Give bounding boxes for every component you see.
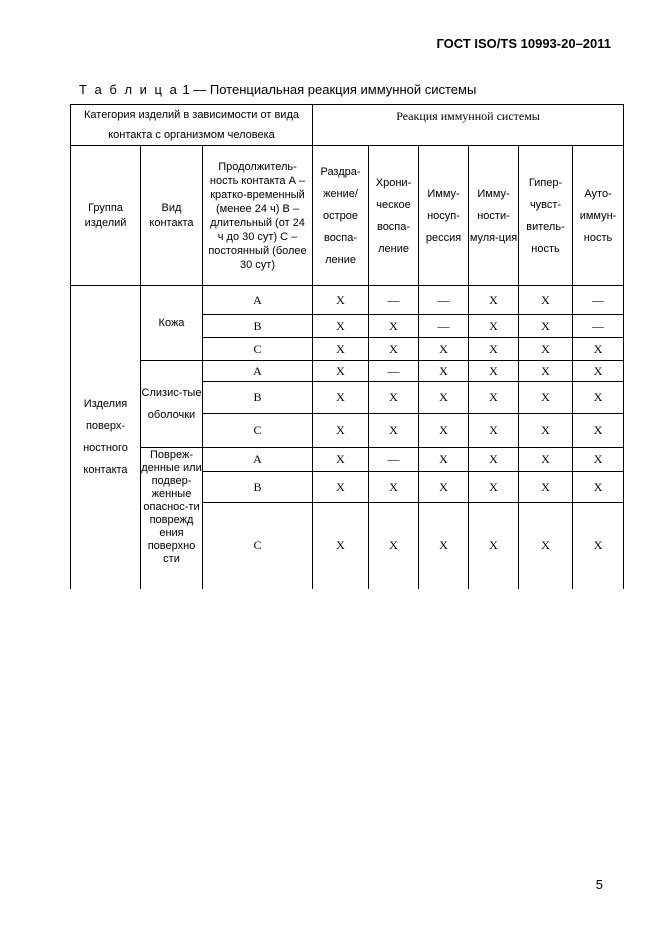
col-header-contact: Вид контакта	[141, 146, 203, 286]
duration-cell: B	[203, 315, 313, 338]
caption-title: — Потенциальная реакция иммунной системы	[189, 82, 477, 97]
value-cell: X	[519, 448, 573, 472]
col-header-irritation: Раздра-жение/ острое воспа-ление	[313, 146, 369, 286]
value-cell: X	[419, 361, 469, 382]
duration-cell: A	[203, 286, 313, 315]
col-header-immunostimulation: Имму-ности-муля-ция	[469, 146, 519, 286]
value-cell: —	[573, 315, 624, 338]
table-row	[71, 361, 624, 382]
value-cell: X	[573, 382, 624, 414]
col-header-immunosuppression: Имму-носуп-рессия	[419, 146, 469, 286]
value-cell: X	[313, 414, 369, 448]
value-cell: X	[419, 448, 469, 472]
reaction-header: Реакция иммунной системы	[313, 105, 624, 146]
contact-type-damaged-surface: Повреж-денные или подвер-женные опаснос-ти поврежд ения поверхно сти	[141, 448, 203, 589]
value-cell: X	[419, 503, 469, 589]
value-cell: X	[313, 361, 369, 382]
caption-number: 1	[182, 82, 190, 97]
duration-cell: B	[203, 382, 313, 414]
value-cell: X	[519, 414, 573, 448]
value-cell: X	[469, 286, 519, 315]
table-caption	[79, 82, 476, 97]
value-cell: X	[369, 414, 419, 448]
value-cell: X	[469, 315, 519, 338]
value-cell: X	[469, 361, 519, 382]
value-cell: X	[469, 338, 519, 361]
value-cell: X	[469, 382, 519, 414]
value-cell: —	[369, 361, 419, 382]
value-cell: —	[419, 315, 469, 338]
value-cell: X	[573, 414, 624, 448]
col-header-hypersensitivity: Гипер-чувст-витель-ность	[519, 146, 573, 286]
value-cell: X	[313, 382, 369, 414]
page-number: 5	[595, 877, 603, 892]
value-cell: X	[519, 382, 573, 414]
immune-reaction-table	[70, 104, 624, 589]
category-header: Категория изделий в зависимости от вида контакта с организмом человека	[71, 105, 313, 146]
group-name-cell: Изделия поверх-ностного контакта	[71, 286, 141, 589]
value-cell: X	[313, 503, 369, 589]
value-cell: X	[573, 503, 624, 589]
duration-cell: B	[203, 472, 313, 503]
value-cell: X	[313, 338, 369, 361]
value-cell: X	[419, 338, 469, 361]
value-cell: —	[419, 286, 469, 315]
value-cell: X	[469, 503, 519, 589]
value-cell: X	[573, 448, 624, 472]
value-cell: —	[573, 286, 624, 315]
value-cell: —	[369, 286, 419, 315]
value-cell: X	[369, 315, 419, 338]
duration-cell: C	[203, 503, 313, 589]
duration-cell: C	[203, 414, 313, 448]
value-cell: X	[313, 315, 369, 338]
col-header-autoimmunity: Ауто-иммун-ность	[573, 146, 624, 286]
value-cell: X	[519, 361, 573, 382]
value-cell: X	[519, 286, 573, 315]
col-header-chronic-inflammation: Хрони-ческое воспа-ление	[369, 146, 419, 286]
value-cell: X	[419, 472, 469, 503]
value-cell: X	[313, 286, 369, 315]
value-cell: X	[573, 472, 624, 503]
value-cell: X	[469, 414, 519, 448]
value-cell: X	[469, 472, 519, 503]
document-code: ГОСТ ISO/TS 10993-20–2011	[436, 36, 611, 51]
table-row	[71, 286, 624, 315]
value-cell: X	[519, 315, 573, 338]
table-row	[71, 448, 624, 472]
duration-cell: A	[203, 448, 313, 472]
col-header-duration: Продолжитель-ность контакта А – кратко-временный (менее 24 ч) В – длительный (от 24 ч до 30 сут) С – постоянный (более 30 сут)	[203, 146, 313, 286]
value-cell: X	[469, 448, 519, 472]
value-cell: X	[313, 448, 369, 472]
duration-cell: C	[203, 338, 313, 361]
value-cell: X	[419, 414, 469, 448]
col-header-group: Группа изделий	[71, 146, 141, 286]
value-cell: X	[573, 338, 624, 361]
value-cell: X	[369, 503, 419, 589]
duration-cell: A	[203, 361, 313, 382]
value-cell: —	[369, 448, 419, 472]
contact-type-skin: Кожа	[141, 286, 203, 361]
value-cell: X	[519, 338, 573, 361]
value-cell: X	[519, 472, 573, 503]
value-cell: X	[369, 338, 419, 361]
contact-type-mucosa: Слизис-тые оболочки	[141, 361, 203, 448]
value-cell: X	[369, 472, 419, 503]
value-cell: X	[313, 472, 369, 503]
value-cell: X	[369, 382, 419, 414]
value-cell: X	[519, 503, 573, 589]
value-cell: X	[573, 361, 624, 382]
caption-label: Т а б л и ц а	[79, 82, 179, 97]
value-cell: X	[419, 382, 469, 414]
